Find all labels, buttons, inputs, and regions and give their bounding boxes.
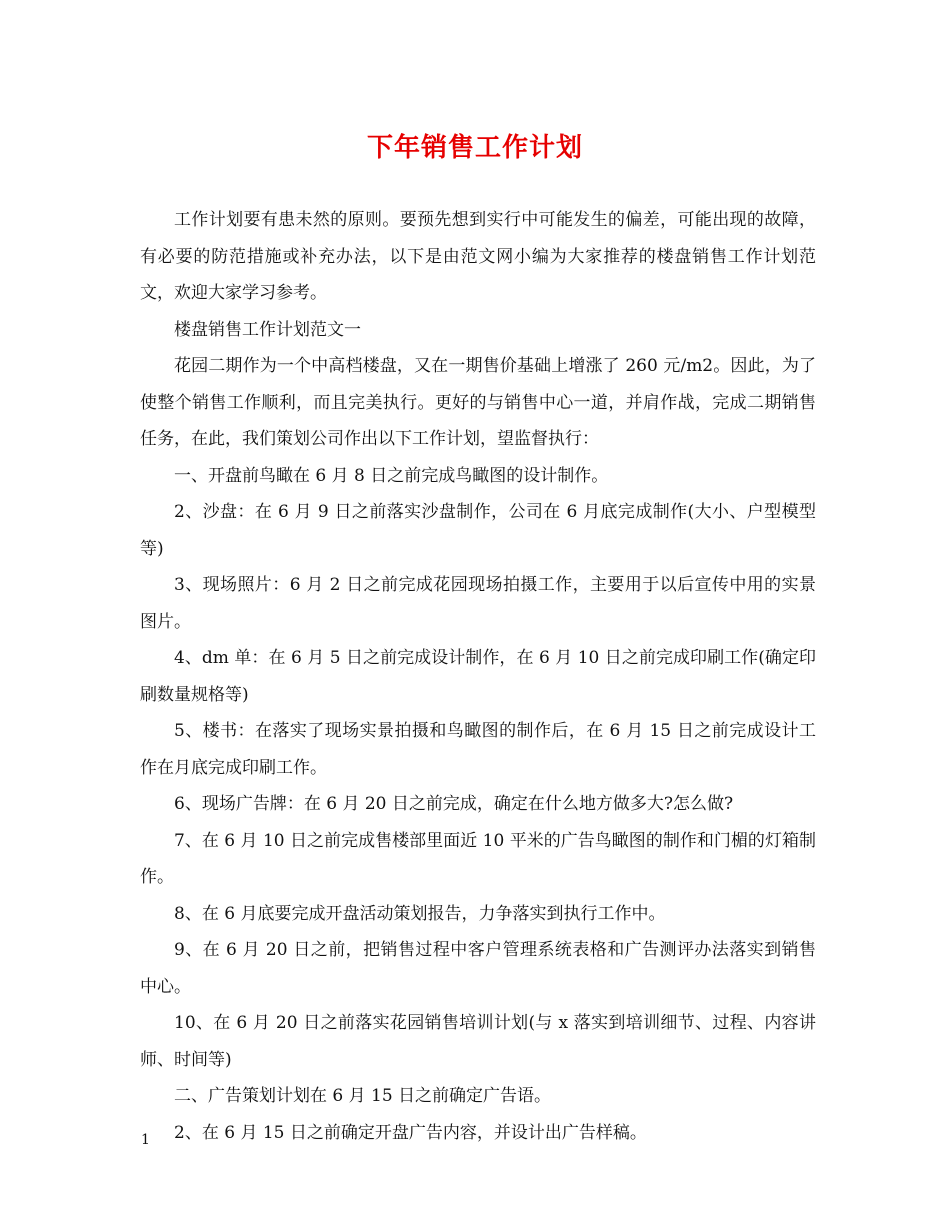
paragraph-item: 10、在 6 月 20 日之前落实花园销售培训计划(与 x 落实到培训细节、过程、内容讲师、时间等)	[140, 1013, 816, 1070]
paragraph-item: 8、在 6 月底要完成开盘活动策划报告，力争落实到执行工作中。	[174, 903, 666, 924]
document-title: 下年销售工作计划	[366, 133, 583, 163]
paragraph-item: 2、沙盘：在 6 月 9 日之前落实沙盘制作，公司在 6 月底完成制作(大小、户型模型等)	[140, 502, 816, 559]
paragraph-item: 3、现场照片：6 月 2 日之前完成花园现场拍摄工作，主要用于以后宣传中用的实景图片。	[140, 575, 816, 632]
paragraph-overview: 花园二期作为一个中高档楼盘，又在一期售价基础上增涨了 260 元/m2。因此，为了使整个销售工作顺利，而且完美执行。更好的与销售中心一道，并肩作战，完成二期销售任务，在此，我们策划公司作出以下工作计划，望监督执行：	[140, 356, 816, 449]
paragraph-item: 一、开盘前鸟瞰在 6 月 8 日之前完成鸟瞰图的设计制作。	[174, 465, 609, 486]
paragraph-section-heading: 楼盘销售工作计划范文一	[174, 319, 361, 340]
paragraph-item: 9、在 6 月 20 日之前，把销售过程中客户管理系统表格和广告测评办法落实到销售中心。	[140, 940, 816, 997]
paragraph-item: 二、广告策划计划在 6 月 15 日之前确定广告语。	[174, 1086, 552, 1106]
paragraph-item: 7、在 6 月 10 日之前完成售楼部里面近 10 平米的广告鸟瞰图的制作和门楣的灯箱制作。	[140, 830, 816, 887]
paragraph-intro: 工作计划要有患未然的原则。要预先想到实行中可能发生的偏差，可能出现的故障，有必要的防范措施或补充办法，以下是由范文网小编为大家推荐的楼盘销售工作计划范文，欢迎大家学习参考。	[140, 210, 816, 303]
document-body	[140, 202, 816, 1151]
paragraph-item: 5、楼书：在落实了现场实景拍摄和鸟瞰图的制作后，在 6 月 15 日之前完成设计工作在月底完成印刷工作。	[140, 721, 816, 778]
paragraph-item: 4、dm 单：在 6 月 5 日之前完成设计制作，在 6 月 10 日之前完成印刷工作(确定印刷数量规格等)	[140, 648, 816, 705]
paragraph-item: 6、现场广告牌：在 6 月 20 日之前完成，确定在什么地方做多大?怎么做?	[174, 794, 734, 814]
paragraph-item: 2、在 6 月 15 日之前确定开盘广告内容，并设计出广告样稿。	[174, 1122, 647, 1143]
page-number: 1	[141, 1132, 150, 1148]
